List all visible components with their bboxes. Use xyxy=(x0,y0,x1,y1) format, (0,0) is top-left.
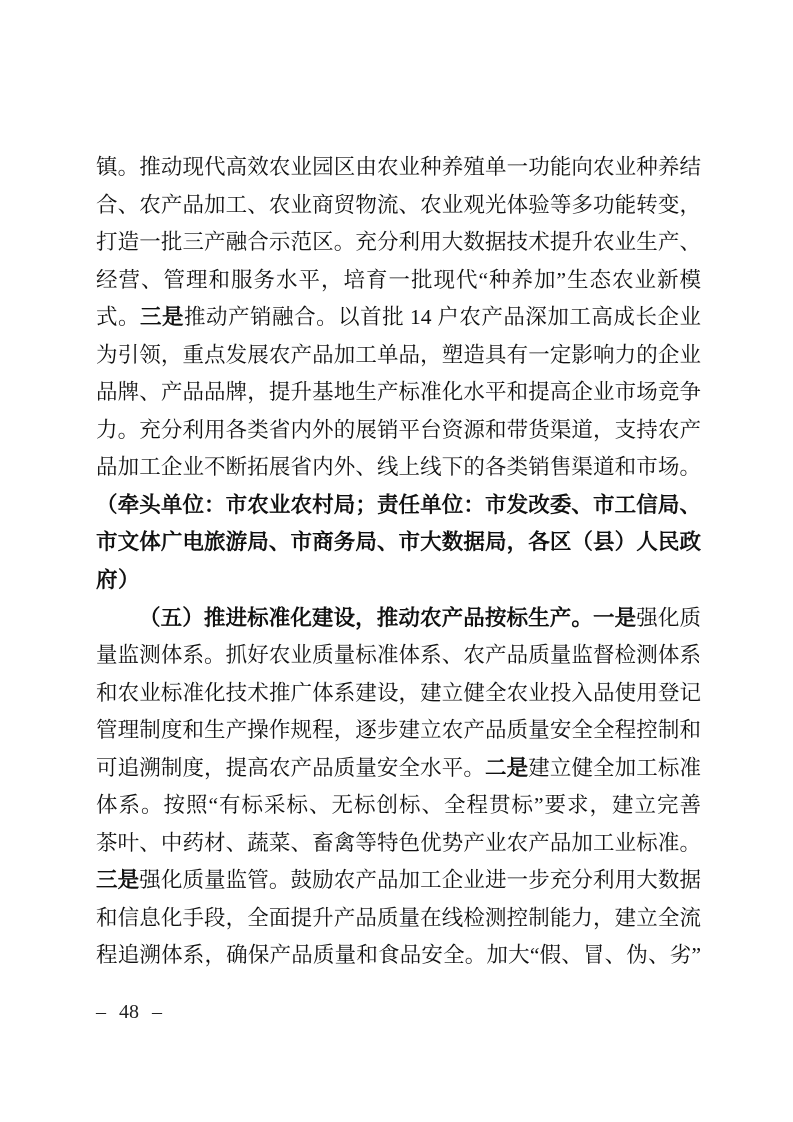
text-line xyxy=(96,149,701,187)
text-line xyxy=(96,524,701,562)
emphasis-text: 三是 xyxy=(140,305,185,330)
emphasis-text: 市文体广电旅游局、市商务局、市大数据局，各区（县）人民政 xyxy=(96,530,701,555)
emphasis-text: 府） xyxy=(96,568,141,593)
text-line xyxy=(96,712,701,750)
body-text: 推动产销融合。以首批 14 户农产品深加工高成长企业 xyxy=(184,305,701,330)
body-text: 品加工企业不断拓展省内外、线上线下的各类销售渠道和市场。 xyxy=(96,455,701,480)
body-text: 镇。推动现代高效农业园区由农业种养殖单一功能向农业种养结 xyxy=(96,155,701,179)
body-text: 式。 xyxy=(96,305,141,330)
body-text: 和信息化手段，全面提升产品质量在线检测控制能力，建立全流 xyxy=(96,905,701,930)
text-line xyxy=(96,862,701,900)
body-text: 和农业标准化技术推广体系建设，建立健全农业投入品使用登记 xyxy=(96,680,701,705)
text-line xyxy=(96,937,701,975)
body-text: 管理制度和生产操作规程，逐步建立农产品质量安全全程控制和 xyxy=(96,718,701,743)
text-line xyxy=(96,299,701,337)
text-line xyxy=(96,262,701,300)
body-text: 可追溯制度，提高农产品质量安全水平。 xyxy=(96,755,485,780)
emphasis-text: （牵头单位：市农业农村局；责任单位：市发改委、市工信局、 xyxy=(96,492,701,517)
body-text: 体系。按照“有标采标、无标创标、全程贯标”要求，建立完善 xyxy=(96,793,701,818)
body-text: 程追溯体系，确保产品质量和食品安全。加大“假、冒、伪、劣” xyxy=(96,943,701,968)
body-text: 力。充分利用各类省内外的展销平台资源和带货渠道，支持农产 xyxy=(96,417,701,442)
emphasis-text: 二是 xyxy=(484,755,529,780)
text-line xyxy=(96,224,701,262)
text-line xyxy=(96,337,701,375)
text-line xyxy=(96,600,701,638)
text-line xyxy=(96,412,701,450)
body-text: 茶叶、中药材、蔬菜、畜禽等特色优势产业农产品加工业标准。 xyxy=(96,830,701,855)
body-text: 强化质量监管。鼓励农产品加工企业进一步充分利用大数据 xyxy=(139,868,701,893)
text-line xyxy=(96,487,701,525)
body-text: 建立健全加工标准 xyxy=(528,755,701,780)
body-text: 为引领，重点发展农产品加工单品，塑造具有一定影响力的企业 xyxy=(96,342,701,367)
text-line xyxy=(96,449,701,487)
body-text: 打造一批三产融合示范区。充分利用大数据技术提升农业生产、 xyxy=(96,230,701,255)
emphasis-text: （五）推进标准化建设，推动农产品按标生产。 xyxy=(139,605,593,630)
page-number: – 48 – xyxy=(96,1001,162,1023)
emphasis-text: 三是 xyxy=(96,868,140,893)
text-line xyxy=(96,187,701,225)
text-line xyxy=(96,900,701,938)
body-text: 量监测体系。抓好农业质量标准体系、农产品质量监督检测体系 xyxy=(96,643,701,668)
body-text: 品牌、产品品牌，提升基地生产标准化水平和提高企业市场竞争 xyxy=(96,380,701,405)
body-text: 强化质 xyxy=(636,605,701,630)
text-line xyxy=(96,374,701,412)
text-line xyxy=(96,825,701,863)
text-line xyxy=(96,675,701,713)
text-line xyxy=(96,787,701,825)
text-line xyxy=(96,562,701,600)
text-block xyxy=(96,149,701,975)
emphasis-text: 一是 xyxy=(592,605,637,630)
text-line xyxy=(96,637,701,675)
body-text: 经营、管理和服务水平，培育一批现代“种养加”生态农业新模 xyxy=(96,267,701,292)
text-line xyxy=(96,750,701,788)
body-text: 合、农产品加工、农业商贸物流、农业观光体验等多功能转变， xyxy=(96,192,701,217)
